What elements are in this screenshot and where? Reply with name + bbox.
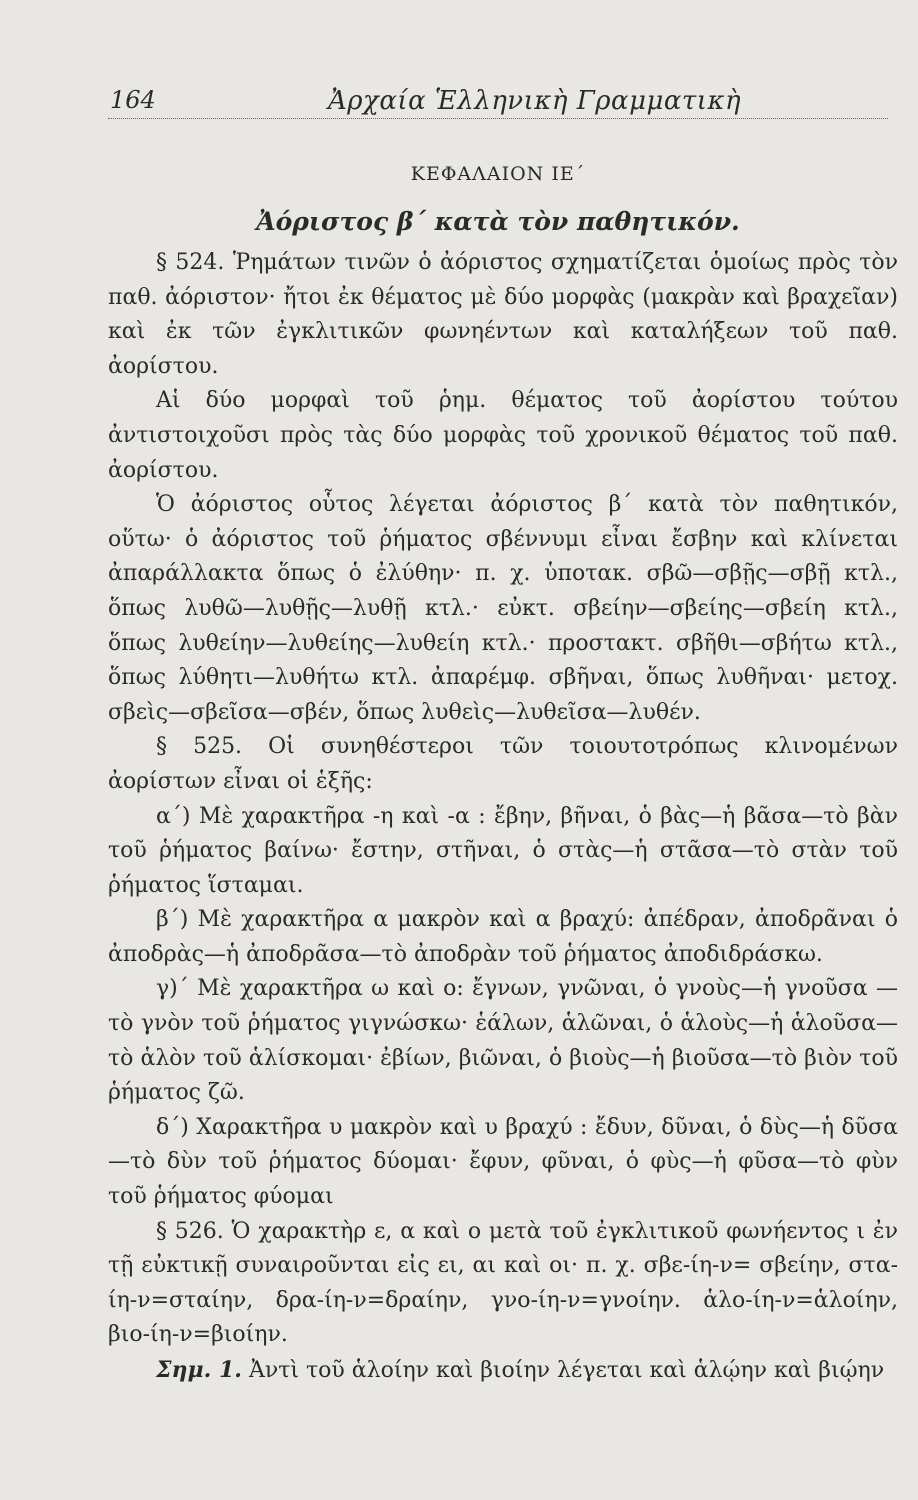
paragraph-526: § 526. Ὁ χαρακτὴρ ε, α καὶ ο μετὰ τοῦ ἐγκλιτικοῦ φωνήεντος ι ἐν τῇ εὐκτικῇ συναιροῦνται εἰς ει, αι καὶ οι· π. χ. σβε-ίη-ν= σβείην, στα-ίη-ν=σταίην, δρα-ίη-ν=δραίην, γνο-ίη-ν=γνοίην. ἁλο-ίη-ν=ἁλοίην, βιο-ίη-ν=βιοίην. [108,1218,898,1348]
paragraph-524-forms: Αἱ δύο μορφαὶ τοῦ ῥημ. θέματος τοῦ ἀορίστου τούτου ἀντιστοιχοῦσι πρὸς τὰς δύο μορφὰς τοῦ χρονικοῦ θέματος τοῦ παθ. ἀορίστου. [108,388,898,483]
page-number: 164 [110,86,156,114]
paragraph-525-b: β΄) Μὲ χαρακτῆρα α μακρὸν καὶ α βραχύ: ἀπέδραν, ἀποδρᾶναι ὁ ἀποδρὰς—ἡ ἀποδρᾶσα—τὸ ἀποδρὰν τοῦ ῥήματος ἀποδιδράσκω. [108,907,898,967]
body-text [108,246,898,1389]
page-header [108,78,888,119]
note-label: Σημ. 1. [156,1357,242,1383]
note [108,1353,898,1389]
paragraph-525-a: α΄) Μὲ χαρακτῆρα -η καὶ -α : ἔβην, βῆναι, ὁ βὰς—ἡ βᾶσα—τὸ βὰν τοῦ ῥήματος βαίνω· ἔστην, στῆναι, ὁ στὰς—ἡ στᾶσα—τὸ στὰν τοῦ ῥήματος ἵσταμαι. [108,803,898,898]
paragraph-525: § 525. Οἱ συνηθέστεροι τῶν τοιουτοτρόπως κλινομένων ἀορίστων εἶναι οἱ ἑξῆς: [108,734,898,794]
paragraph-524: § 524. Ῥημάτων τινῶν ὁ ἀόριστος σχηματίζεται ὁμοίως πρὸς τὸν παθ. ἀόριστον· ἤτοι ἐκ θέματος μὲ δύο μορφὰς (μακρὰν καὶ βραχεῖαν) καὶ ἐκ τῶν ἐγκλιτικῶν φωνηέντων καὶ καταλήξεων τοῦ παθ. ἀορίστου. [108,250,898,379]
note-text: Ἀντὶ τοῦ ἁλοίην καὶ βιοίην λέγεται καὶ ἁλῴην καὶ βιῴην [248,1358,885,1383]
running-title: Ἀρχαία Ἑλληνικὴ Γραμματικὴ [328,86,742,116]
section-title: Ἀόριστος β΄ κατὰ τὸν παθητικόν. [256,207,740,236]
paragraph-525-c: γ)΄ Μὲ χαρακτῆρα ω καὶ ο: ἔγνων, γνῶναι, ὁ γνοὺς—ἡ γνοῦσα —τὸ γνὸν τοῦ ῥήματος γιγνώσκω· ἑάλων, ἁλῶναι, ὁ ἁλοὺς—ἡ ἁλοῦσα—τὸ ἁλὸν τοῦ ἁλίσκομαι· ἐβίων, βιῶναι, ὁ βιοὺς—ἡ βιοῦσα—τὸ βιὸν τοῦ ῥήματος ζῶ. [108,976,898,1106]
paragraph-524-example: Ὁ ἀόριστος οὗτος λέγεται ἀόριστος β΄ κατὰ τὸν παθητικόν, οὕτω· ὁ ἀόριστος τοῦ ῥήματος σβέννυμι εἶναι ἔσβην καὶ κλίνεται ἀπαράλλακτα ὅπως ὁ ἐλύθην· π. χ. ὑποτακ. σβῶ—σβῇς—σβῇ κτλ., ὅπως λυθῶ—λυθῇς—λυθῇ κτλ.· εὐκτ. σβείην—σβείης—σβείη κτλ., ὅπως λυθείην—λυθείης—λυθείη κτλ.· προστακτ. σβῆθι—σβήτω κτλ., ὅπως λύθητι—λυθήτω κτλ. ἀπαρέμφ. σβῆναι, ὅπως λυθῆναι· μετοχ. σβεὶς—σβεῖσα—σβέν, ὅπως λυθεὶς—λυθεῖσα—λυθέν. [108,492,898,725]
chapter-heading: ΚΕΦΑΛΑΙΟΝ ΙΕ΄ [410,163,586,185]
paragraph-525-d: δ΄) Χαρακτῆρα υ μακρὸν καὶ υ βραχύ : ἔδυν, δῦναι, ὁ δὺς—ἡ δῦσα—τὸ δὺν τοῦ ῥήματος δύομαι· ἔφυν, φῦναι, ὁ φὺς—ἡ φῦσα—τὸ φὺν τοῦ ῥήματος φύομαι [108,1114,898,1210]
